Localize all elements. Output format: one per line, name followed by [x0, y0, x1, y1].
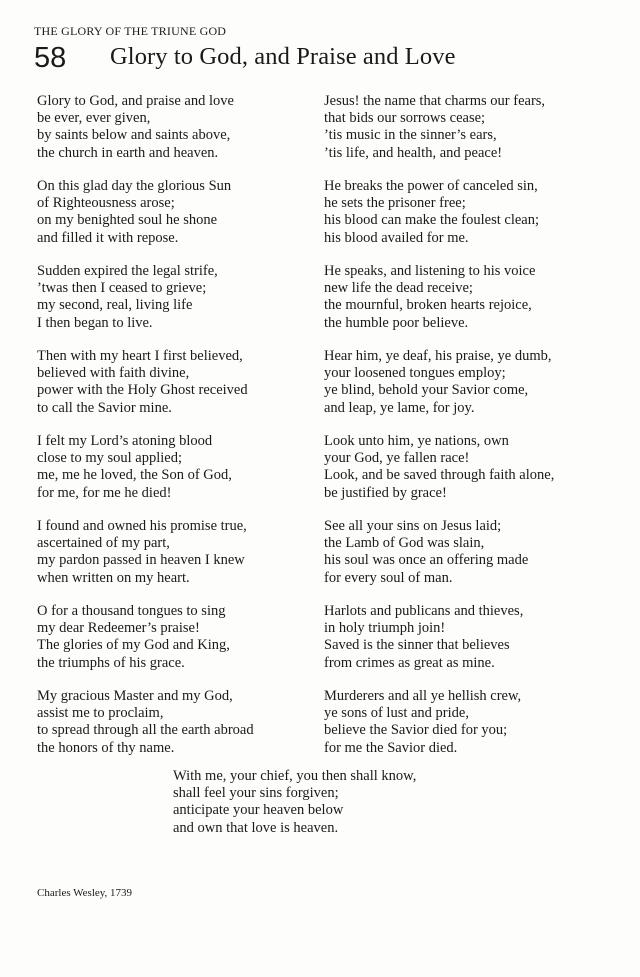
verse-line: he sets the prisoner free; — [324, 195, 466, 212]
verse-line: ’twas then I ceased to grieve; — [37, 280, 207, 297]
verse-line: of Righteousness arose; — [37, 195, 175, 212]
verse-line: He speaks, and listening to his voice — [324, 263, 536, 279]
stanza-4 — [37, 348, 307, 433]
verse-line: assist me to proclaim, — [37, 705, 164, 722]
verse-line: my second, real, living life — [37, 297, 193, 314]
verse-line: and own that love is heaven. — [173, 819, 339, 836]
stanza-14 — [324, 518, 624, 603]
hymn-number: 58 — [34, 42, 67, 74]
hymn-title: Glory to God, and Praise and Love — [110, 43, 456, 70]
section-heading: THE GLORY OF THE TRIUNE GOD — [34, 24, 227, 38]
verse-line: for me, for me he died! — [37, 484, 172, 501]
verse-line: be ever, ever given, — [37, 110, 151, 127]
verse-line: for me the Savior died. — [324, 739, 458, 756]
verse-line: to spread through all the earth abroad — [37, 722, 254, 739]
stanza-12 — [324, 348, 624, 433]
verse-line: his soul was once an offering made — [324, 552, 529, 569]
verse-line: the triumphs of his grace. — [37, 654, 185, 671]
verse-line: and filled it with repose. — [37, 229, 179, 246]
verse-line: in holy triumph join! — [324, 620, 446, 637]
verse-line: O for a thousand tongues to sing — [37, 603, 226, 619]
verse-line: me, me he loved, the Son of God, — [37, 467, 232, 484]
verse-line: Then with my heart I first believed, — [37, 348, 243, 364]
stanza-5 — [37, 433, 307, 518]
verse-line: to call the Savior mine. — [37, 399, 172, 416]
stanza-10 — [324, 178, 624, 263]
stanza-11 — [324, 263, 624, 348]
verse-line: ’tis life, and health, and peace! — [324, 144, 503, 161]
verse-line: ’tis music in the sinner’s ears, — [324, 127, 497, 144]
verse-line: that bids our sorrows cease; — [324, 110, 486, 127]
stanza-9 — [324, 93, 624, 178]
verse-line: believed with faith divine, — [37, 365, 190, 382]
verse-line: power with the Holy Ghost received — [37, 382, 248, 399]
stanza-7 — [37, 603, 307, 688]
stanza-3 — [37, 263, 307, 348]
verse-line: anticipate your heaven below — [173, 802, 344, 819]
verse-line: I then began to live. — [37, 314, 153, 331]
stanza-16 — [324, 688, 624, 773]
verse-line: be justified by grace! — [324, 484, 447, 501]
verse-line: on my benighted soul he shone — [37, 212, 218, 229]
stanza-15 — [324, 603, 624, 688]
verse-line: ye sons of lust and pride, — [324, 705, 469, 722]
verse-line: the Lamb of God was slain, — [324, 535, 485, 552]
stanza-8 — [37, 688, 307, 773]
verse-line: and leap, ye lame, for joy. — [324, 399, 475, 416]
verse-line: Look unto him, ye nations, own — [324, 433, 509, 449]
verse-line: by saints below and saints above, — [37, 127, 231, 144]
stanza-1 — [37, 93, 307, 178]
verse-line: Saved is the sinner that believes — [324, 637, 510, 654]
verse-line: Harlots and publicans and thieves, — [324, 603, 524, 619]
left-column — [37, 93, 307, 773]
final-stanza — [173, 768, 493, 837]
stanza-6 — [37, 518, 307, 603]
stanza-2 — [37, 178, 307, 263]
verse-line: close to my soul applied; — [37, 450, 182, 467]
verse-line: With me, your chief, you then shall know, — [173, 768, 417, 784]
verse-line: ascertained of my part, — [37, 535, 170, 552]
verse-line: your God, ye fallen race! — [324, 450, 470, 467]
verse-line: believe the Savior died for you; — [324, 722, 508, 739]
verse-line: He breaks the power of canceled sin, — [324, 178, 538, 194]
verse-line: Murderers and all ye hellish crew, — [324, 688, 522, 704]
verse-line: when written on my heart. — [37, 569, 190, 586]
verse-line: his blood can make the foulest clean; — [324, 212, 540, 229]
verse-line: Sudden expired the legal strife, — [37, 263, 218, 279]
verse-line: I felt my Lord’s atoning blood — [37, 433, 213, 449]
verse-line: from crimes as great as mine. — [324, 654, 495, 671]
verse-line: new life the dead receive; — [324, 280, 473, 297]
verse-line: for every soul of man. — [324, 569, 453, 586]
verse-line: I found and owned his promise true, — [37, 518, 247, 534]
verse-line: See all your sins on Jesus laid; — [324, 518, 502, 534]
verse-line: my dear Redeemer’s praise! — [37, 620, 200, 637]
verse-line: The glories of my God and King, — [37, 637, 230, 654]
right-column — [324, 93, 624, 773]
verse-line: My gracious Master and my God, — [37, 688, 233, 704]
verse-line: Jesus! the name that charms our fears, — [324, 93, 546, 109]
verse-line: the humble poor believe. — [324, 314, 469, 331]
author-attribution: Charles Wesley, 1739 — [37, 887, 133, 899]
verse-line: ye blind, behold your Savior come, — [324, 382, 529, 399]
stanza-13 — [324, 433, 624, 518]
verse-line: the honors of thy name. — [37, 739, 175, 756]
verse-line: your loosened tongues employ; — [324, 365, 506, 382]
verse-line: On this glad day the glorious Sun — [37, 178, 232, 194]
verse-line: my pardon passed in heaven I knew — [37, 552, 245, 569]
verse-line: Look, and be saved through faith alone, — [324, 467, 555, 484]
verse-line: his blood availed for me. — [324, 229, 469, 246]
verse-line: the church in earth and heaven. — [37, 144, 219, 161]
verse-line: shall feel your sins forgiven; — [173, 785, 339, 802]
verse-line: the mournful, broken hearts rejoice, — [324, 297, 532, 314]
verse-line: Hear him, ye deaf, his praise, ye dumb, — [324, 348, 552, 364]
verse-line: Glory to God, and praise and love — [37, 93, 234, 109]
